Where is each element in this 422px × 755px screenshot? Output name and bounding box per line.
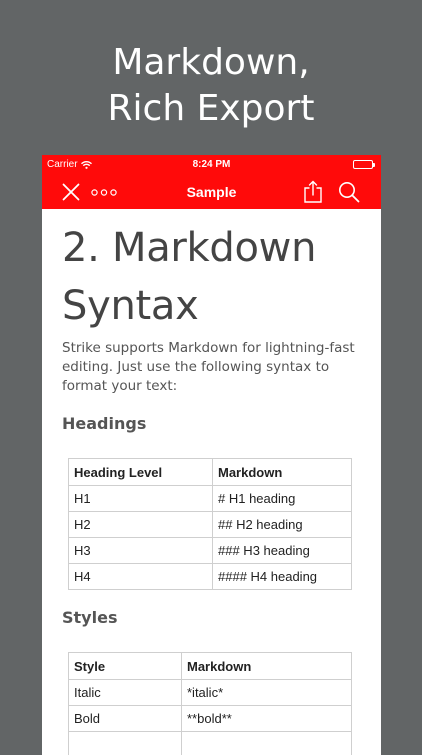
- document-title: 2. Markdown Syntax: [62, 219, 361, 335]
- nav-bar: [42, 175, 381, 209]
- headings-table: [68, 458, 352, 590]
- carrier-label: Carrier: [47, 159, 78, 170]
- table-cell: H1: [69, 486, 213, 512]
- table-cell: H2: [69, 512, 213, 538]
- section-heading-headings: Headings: [62, 414, 361, 433]
- table-row: [69, 512, 352, 538]
- table-row: [69, 538, 352, 564]
- table-cell: **bold**: [182, 706, 352, 732]
- search-icon[interactable]: [338, 181, 360, 203]
- table-cell: # H1 heading: [213, 486, 352, 512]
- column-header: Markdown: [213, 459, 352, 486]
- styles-table: [68, 652, 352, 755]
- promo-line-1: Markdown,: [0, 40, 422, 86]
- table-row: [69, 486, 352, 512]
- table-row: [69, 564, 352, 590]
- column-header: Markdown: [182, 653, 352, 680]
- table-cell: *italic*: [182, 680, 352, 706]
- table-cell: ### H3 heading: [213, 538, 352, 564]
- table-cell: H4: [69, 564, 213, 590]
- table-header-row: [69, 653, 352, 680]
- promo-line-2: Rich Export: [0, 86, 422, 132]
- table-cell: [69, 732, 182, 755]
- document-content: [42, 219, 381, 755]
- table-cell: H3: [69, 538, 213, 564]
- battery-icon: [353, 160, 373, 169]
- nav-title: Sample: [42, 184, 381, 200]
- table-row: [69, 680, 352, 706]
- share-icon[interactable]: [304, 180, 322, 203]
- section-heading-styles: Styles: [62, 608, 361, 627]
- status-time: 8:24 PM: [42, 159, 381, 170]
- column-header: Style: [69, 653, 182, 680]
- table-row: [69, 706, 352, 732]
- table-cell: Italic: [69, 680, 182, 706]
- column-header: Heading Level: [69, 459, 213, 486]
- table-header-row: [69, 459, 352, 486]
- table-cell: #### H4 heading: [213, 564, 352, 590]
- table-cell: ## H2 heading: [213, 512, 352, 538]
- status-bar: [42, 155, 381, 175]
- device-screen: [42, 155, 381, 755]
- document-intro: Strike supports Markdown for lightning-fast editing. Just use the following syntax to format your text:: [62, 339, 361, 396]
- table-cell: Bold: [69, 706, 182, 732]
- table-cell: [182, 732, 352, 755]
- promo-headline: [0, 40, 422, 132]
- table-row: [69, 732, 352, 755]
